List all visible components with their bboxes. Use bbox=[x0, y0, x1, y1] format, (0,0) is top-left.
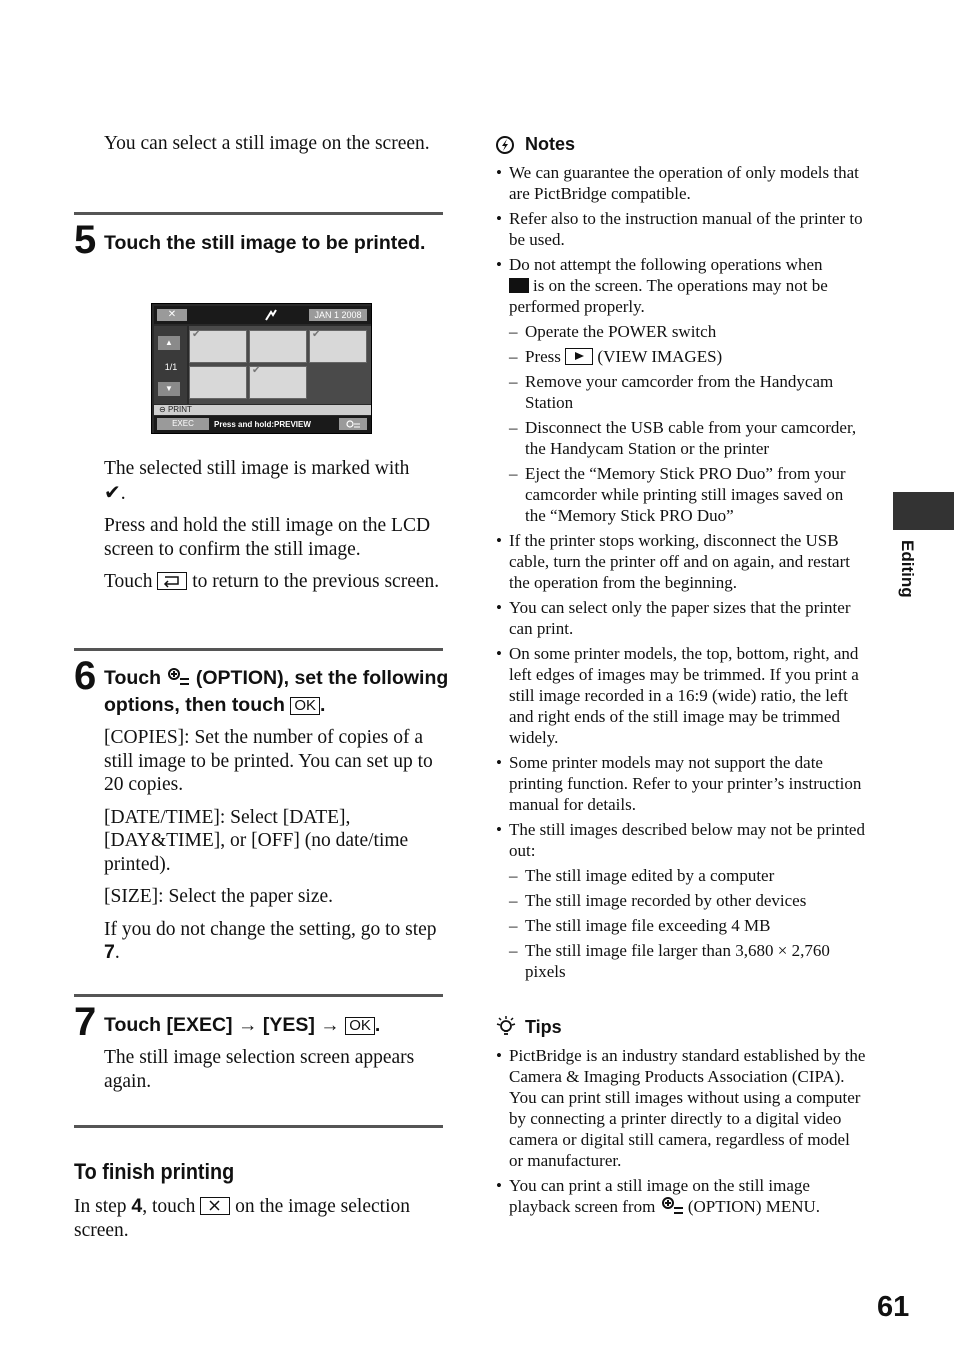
finish-step-ref: 4 bbox=[131, 1195, 143, 1217]
notes-icon bbox=[495, 135, 515, 155]
step5-rule bbox=[74, 212, 443, 215]
step7-heading bbox=[104, 1012, 449, 1039]
step6-heading-a: Touch bbox=[104, 667, 162, 689]
return-icon bbox=[157, 572, 187, 590]
lcd-top-bar bbox=[154, 306, 371, 324]
view-images-icon bbox=[565, 348, 593, 365]
lcd-print-label: PRINT bbox=[167, 405, 192, 414]
lcd-exec-button[interactable]: EXEC bbox=[157, 418, 209, 430]
section-tab-label-wrap bbox=[895, 540, 919, 600]
step7-number: 7 bbox=[74, 1000, 97, 1044]
step6-rule bbox=[74, 648, 443, 651]
step6-heading-end: . bbox=[320, 694, 326, 716]
step5-p2: Press and hold the still image on the LCD screen to confirm the still image. bbox=[104, 515, 431, 560]
step6-number: 6 bbox=[74, 654, 97, 698]
step6-nochange: If you do not change the setting, go to step bbox=[104, 918, 437, 940]
close-icon bbox=[200, 1197, 230, 1215]
lcd-thumbnail-grid bbox=[189, 326, 371, 404]
tips-t2b: (OPTION) MENU. bbox=[687, 1197, 821, 1216]
step5-heading: Touch the still image to be printed. bbox=[104, 232, 426, 254]
finish-text-b: , touch bbox=[142, 1196, 196, 1217]
thumbnail[interactable] bbox=[249, 366, 307, 399]
tips-list bbox=[495, 1045, 867, 1221]
list-item: – Operate the POWER switch bbox=[495, 321, 867, 342]
list-item: – The still image edited by a computer bbox=[495, 865, 867, 886]
step7-heading-text: Touch [EXEC] → [YES] → bbox=[104, 1014, 340, 1036]
list-item: • If the printer stops working, disconnect the USB cable, turn the printer off and on again, and restart the operation from the beginning. bbox=[495, 530, 867, 593]
step6-heading-b: (OPTION), set the following options, then touch bbox=[104, 667, 449, 716]
list-item: • On some printer models, the top, bottom, right, and left edges of images may be trimmed. If you print a still image recorded in a 16:9 (wide) ratio, the left and right ends of the still image may be trimmed widely. bbox=[495, 643, 867, 748]
lcd-sidebar bbox=[154, 326, 187, 404]
thumbnail[interactable] bbox=[309, 330, 367, 363]
lcd-page-indicator: 1/1 bbox=[164, 362, 178, 372]
list-item: – The still image file larger than 3,680 × 2,760 pixels bbox=[495, 940, 867, 982]
step6-nochange-end: . bbox=[114, 942, 120, 963]
page-number: 61 bbox=[877, 1291, 910, 1323]
tips-t2a: You can print a still image on the still image playback screen from bbox=[509, 1176, 810, 1216]
list-item: – The still image recorded by other devices bbox=[495, 890, 867, 911]
tips-title: Tips bbox=[525, 1017, 562, 1037]
finish-rule bbox=[74, 1125, 443, 1128]
finish-title: To finish printing bbox=[74, 1159, 235, 1184]
list-item: • PictBridge is an industry standard established by the Camera & Imaging Products Association (CIPA). You can print still images without using a computer by connecting a printer directly to a digital video camera or digital still camera, regardless of model or manufacturer. bbox=[495, 1045, 867, 1171]
list-item: • You can select only the paper sizes that the printer can print. bbox=[495, 597, 867, 639]
ok-button-icon: OK bbox=[345, 1017, 375, 1035]
check-icon: ✔ bbox=[312, 329, 321, 340]
tips-icon bbox=[495, 1015, 517, 1039]
lcd-option-button[interactable] bbox=[339, 418, 367, 430]
step7-heading-end: . bbox=[374, 1014, 381, 1036]
step6-size: [SIZE]: Select the paper size. bbox=[104, 886, 334, 907]
lcd-hold-hint: Press and hold:PREVIEW bbox=[214, 420, 311, 429]
list-item: • Refer also to the instruction manual of the printer to be used. bbox=[495, 208, 867, 250]
check-icon: ✔ bbox=[252, 365, 261, 376]
list-item: – The still image file exceeding 4 MB bbox=[495, 915, 867, 936]
notes-d2a: Press bbox=[525, 347, 561, 366]
step7-rule bbox=[74, 994, 443, 997]
step5-p3a: Touch bbox=[104, 571, 153, 592]
intro-text: You can select a still image on the screen. bbox=[104, 133, 430, 154]
list-item bbox=[495, 1175, 867, 1217]
notes-b3a: Do not attempt the following operations when bbox=[509, 255, 823, 274]
option-icon bbox=[166, 667, 190, 687]
check-icon: ✔ bbox=[192, 329, 201, 340]
list-item bbox=[495, 254, 867, 317]
list-item: – Remove your camcorder from the Handycam Station bbox=[495, 371, 867, 413]
pictbridge-icon bbox=[509, 278, 529, 293]
step6-datetime: [DATE/TIME]: Select [DATE], [DAY&TIME], or [OFF] (no date/time printed). bbox=[104, 806, 409, 875]
ok-button-icon: OK bbox=[290, 697, 320, 715]
notes-d2b: (VIEW IMAGES) bbox=[597, 347, 723, 366]
lcd-down-button[interactable]: ▼ bbox=[158, 382, 180, 396]
list-item bbox=[495, 346, 867, 367]
step5-p1-end: . bbox=[120, 482, 126, 504]
list-item: – Disconnect the USB cable from your camcorder, the Handycam Station or the printer bbox=[495, 417, 867, 459]
thumbnail[interactable] bbox=[189, 330, 247, 363]
thumbnail[interactable] bbox=[249, 330, 307, 363]
option-icon bbox=[339, 419, 367, 431]
step6-step-ref: 7 bbox=[104, 941, 115, 963]
step5-p1: The selected still image is marked with bbox=[104, 458, 410, 479]
lcd-date: JAN 1 2008 bbox=[309, 309, 367, 321]
section-tab bbox=[893, 492, 954, 530]
pictbridge-icon bbox=[264, 308, 278, 322]
finish-text-c: on the image selection screen. bbox=[74, 1196, 410, 1241]
step6-heading bbox=[104, 665, 449, 719]
lcd-close-button[interactable]: ✕ bbox=[157, 309, 187, 321]
thumbnail[interactable] bbox=[189, 366, 247, 399]
step6-body bbox=[104, 726, 444, 974]
section-tab-label: Editing bbox=[898, 540, 917, 598]
step5-number: 5 bbox=[74, 218, 97, 262]
notes-list bbox=[495, 162, 867, 986]
list-item: • The still images described below may not be printed out: bbox=[495, 819, 867, 861]
lcd-print-bar: ⊖ PRINT bbox=[154, 405, 371, 415]
notes-b3b: is on the screen. The operations may not be performed properly. bbox=[509, 276, 828, 316]
lcd-print-screen bbox=[151, 303, 372, 434]
step7-body: The still image selection screen appears again. bbox=[104, 1047, 415, 1092]
step5-p3b: to return to the previous screen. bbox=[192, 571, 440, 592]
finish-body bbox=[74, 1195, 449, 1242]
step5-body bbox=[104, 457, 444, 603]
check-icon: ✔ bbox=[104, 479, 121, 504]
option-icon bbox=[660, 1197, 684, 1215]
finish-text-a: In step bbox=[74, 1196, 127, 1217]
lcd-footer bbox=[154, 416, 371, 433]
list-item: • Some printer models may not support the date printing function. Refer to your printer’s instruction manual for details. bbox=[495, 752, 867, 815]
list-item: – Eject the “Memory Stick PRO Duo” from your camcorder while printing still images saved on the “Memory Stick PRO Duo” bbox=[495, 463, 867, 526]
step6-copies: [COPIES]: Set the number of copies of a still image to be printed. You can set up to 20 copies. bbox=[104, 727, 433, 795]
notes-title: Notes bbox=[525, 134, 576, 154]
list-item: • We can guarantee the operation of only models that are PictBridge compatible. bbox=[495, 162, 867, 204]
lcd-up-button[interactable]: ▲ bbox=[158, 336, 180, 350]
